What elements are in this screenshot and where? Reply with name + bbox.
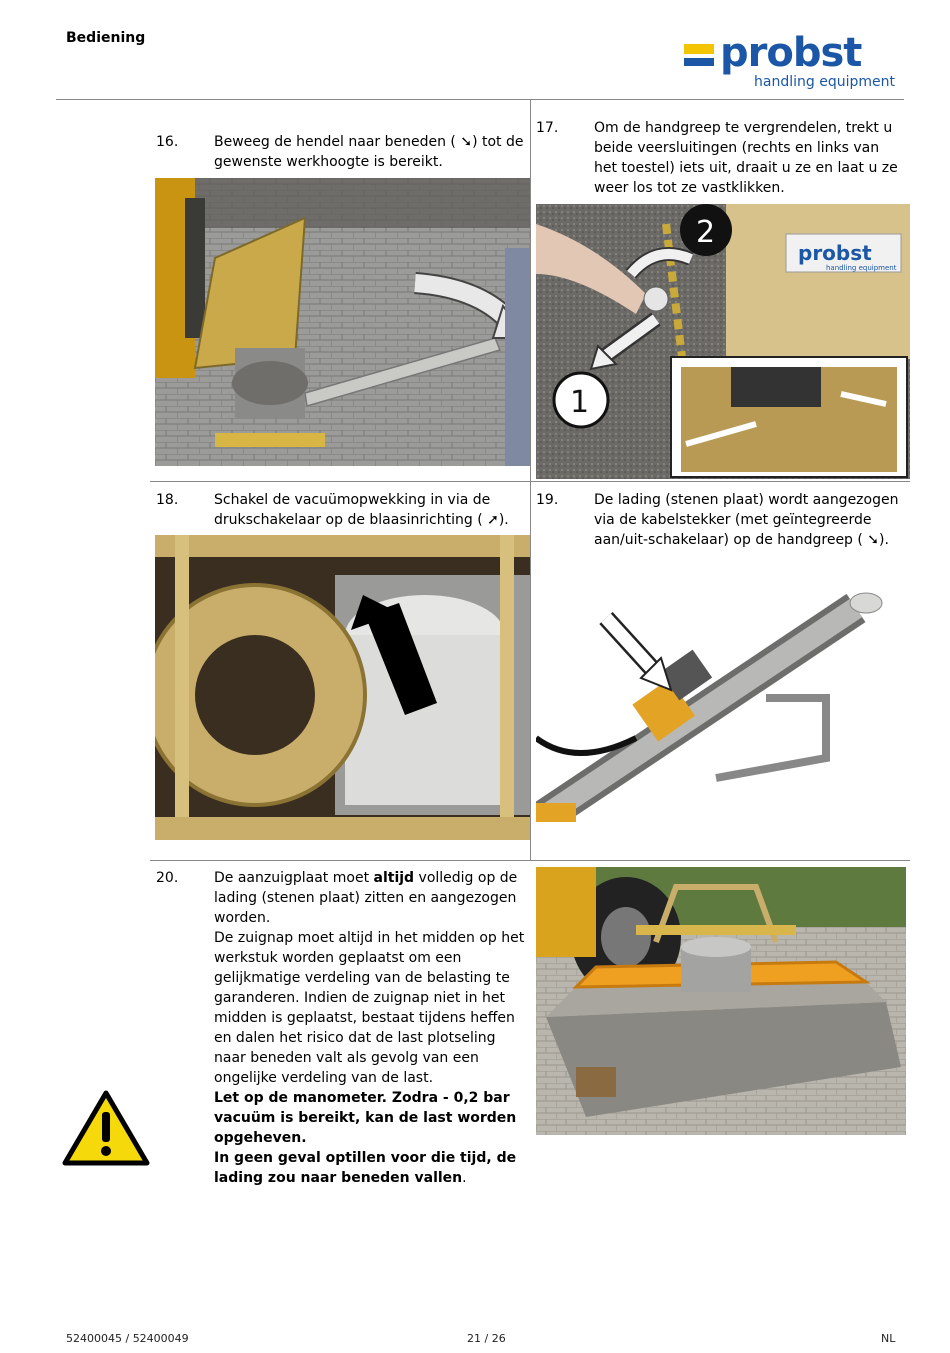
warning-triangle-icon	[62, 1090, 150, 1166]
step-17-sticker-word: probst	[798, 241, 872, 265]
logo-wordmark: probst	[720, 30, 862, 76]
grid-vertical-divider	[530, 100, 531, 860]
step-20-p4-end: .	[462, 1170, 467, 1186]
grid-row-divider-left-1	[150, 481, 530, 482]
logo-bar-blue	[684, 58, 714, 66]
step-17-sticker-sub: handling equipment	[826, 264, 897, 272]
probst-logo	[684, 30, 896, 94]
footer-doc-numbers: 52400045 / 52400049	[66, 1332, 189, 1345]
page-section-title: Bediening	[66, 30, 146, 46]
step-20-p3-warning: Let op de manometer. Zodra - 0,2 bar vacuüm is bereikt, kan de last worden opgeheven.	[214, 1090, 517, 1146]
step-17-text: Om de handgreep te vergrendelen, trekt u beide veersluitingen (rechts en links van het toestel) iets uit, draait u ze en laat u ze weer los tot ze vastklikken.	[594, 120, 898, 196]
footer-page-number: 21 / 26	[467, 1332, 506, 1345]
step-20-p1-end: volledig op de lading (stenen plaat) zitten en aangezogen worden.	[214, 870, 518, 926]
logo-bar-yellow	[684, 44, 714, 54]
step-20-text	[214, 868, 526, 1188]
logo-subtitle: handling equipment	[754, 74, 895, 90]
step-16-photo	[155, 178, 530, 466]
step-17-photo	[536, 204, 910, 479]
step-18-number: 18.	[156, 492, 179, 508]
step-19-text: De lading (stenen plaat) wordt aangezogen via de kabelstekker (met geïntegreerde aan/uit-schakelaar) op de handgreep ( ➘).	[594, 492, 899, 548]
header-divider	[56, 99, 904, 100]
step-16-text: Beweeg de hendel naar beneden ( ➘) tot de gewenste werkhoogte is bereikt.	[214, 134, 524, 170]
step-20-p4-warning: In geen geval optillen voor die tijd, de lading zou naar beneden vallen	[214, 1150, 517, 1186]
step-19-number: 19.	[536, 492, 559, 508]
grid-row-divider-2	[150, 860, 910, 861]
step-16-number: 16.	[156, 134, 179, 150]
step-20-p2: De zuignap moet altijd in het midden op het werkstuk worden geplaatst om een gelijkmatige verdeling van de belasting te garanderen. Indien de zuignap niet in het midden is geplaatst, bestaat tijdens heffen en dalen het risico dat de last plotseling naar beneden valt als gevolg van een ongelijke verdeling van de last.	[214, 930, 525, 1086]
step-18-photo	[155, 535, 530, 840]
step-20-photo	[536, 867, 906, 1135]
step-17-number: 17.	[536, 120, 559, 136]
step-20-number: 20.	[156, 870, 179, 886]
grid-row-divider-right-1	[530, 481, 910, 482]
step-20-p1-start: De aanzuigplaat moet	[214, 870, 374, 886]
step-17-label-2: 2	[696, 215, 716, 250]
step-19-photo	[536, 578, 910, 822]
step-17-label-1: 1	[570, 385, 590, 420]
step-20-p1-bold: altijd	[373, 870, 415, 886]
footer-language: NL	[881, 1332, 896, 1345]
step-18-text: Schakel de vacuümopwekking in via de drukschakelaar op de blaasinrichting ( ➚).	[214, 492, 509, 528]
